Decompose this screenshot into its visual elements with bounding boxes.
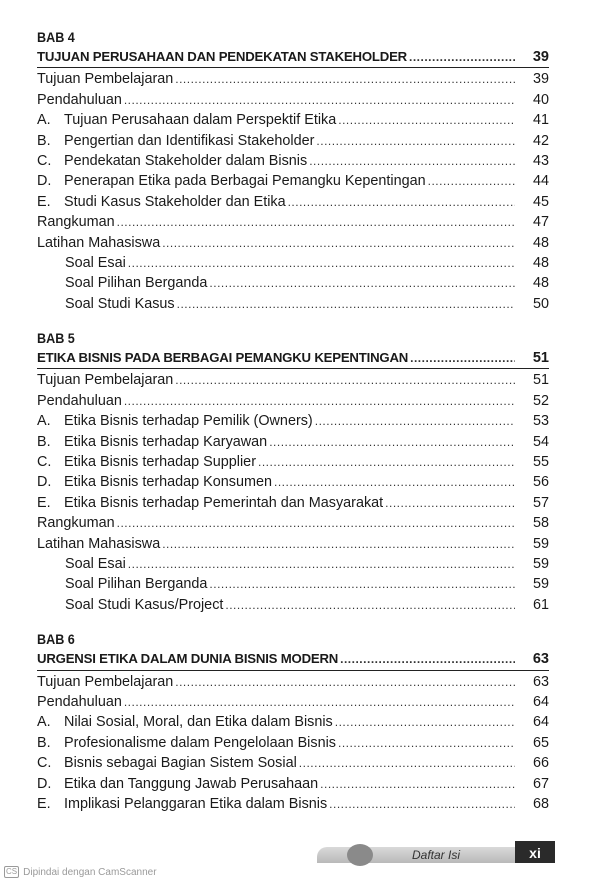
entry-letter: E. xyxy=(37,795,51,812)
chapter-title-row xyxy=(37,348,549,369)
entry-title: Latihan Mahasiswa xyxy=(37,535,161,552)
dot-leader xyxy=(340,649,515,669)
entry-page-number: 57 xyxy=(532,494,549,511)
entry-page-number: 54 xyxy=(532,433,549,450)
entry-title: Soal Esai xyxy=(65,254,126,271)
table-of-contents xyxy=(37,27,549,828)
entry-letter: A. xyxy=(37,714,51,731)
entry-title: Tujuan Pembelajaran xyxy=(37,372,174,389)
toc-entry xyxy=(37,672,549,692)
entry-page-number: 59 xyxy=(532,555,549,572)
toc-entry xyxy=(37,493,549,513)
entry-page-number: 40 xyxy=(532,91,549,108)
dot-leader xyxy=(410,348,515,368)
entry-page-number: 44 xyxy=(532,173,549,190)
entry-page-number: 41 xyxy=(532,112,549,129)
dot-leader xyxy=(117,513,515,533)
dot-leader xyxy=(335,712,515,732)
page-footer xyxy=(317,841,555,863)
toc-entry xyxy=(37,712,549,732)
entry-title: Etika Bisnis terhadap Pemilik (Owners) xyxy=(64,413,313,430)
dot-leader xyxy=(338,733,515,753)
entry-title: Soal Pilihan Berganda xyxy=(65,576,208,593)
dot-leader xyxy=(428,171,515,191)
toc-entry xyxy=(37,171,549,191)
dot-leader xyxy=(177,294,515,314)
dot-leader xyxy=(309,151,515,171)
entry-letter: C. xyxy=(37,454,52,471)
entry-title: Pendahuluan xyxy=(37,392,122,409)
chapter-title: TUJUAN PERUSAHAAN DAN PENDEKATAN STAKEHOLDER xyxy=(37,49,407,64)
toc-entry xyxy=(37,192,549,212)
footer-section-label: Daftar Isi xyxy=(412,848,461,862)
entry-letter: B. xyxy=(37,734,51,751)
toc-entry xyxy=(37,212,549,232)
entry-title: Pengertian dan Identifikasi Stakeholder xyxy=(64,132,315,149)
entry-title: Tujuan Perusahaan dalam Perspektif Etika xyxy=(64,112,337,129)
dot-leader xyxy=(385,493,515,513)
entry-page-number: 42 xyxy=(532,132,549,149)
dot-leader xyxy=(269,432,515,452)
toc-entry xyxy=(37,452,549,472)
entry-page-number: 51 xyxy=(532,372,549,389)
dot-leader xyxy=(209,273,515,293)
entry-letter: C. xyxy=(37,152,52,169)
chapter-entries xyxy=(37,672,549,815)
chapter-title-row xyxy=(37,47,549,68)
dot-leader xyxy=(225,595,515,615)
dot-leader xyxy=(175,69,515,89)
entry-page-number: 58 xyxy=(532,515,549,532)
entry-letter: D. xyxy=(37,775,52,792)
dot-leader xyxy=(274,472,515,492)
entry-title: Pendahuluan xyxy=(37,91,122,108)
entry-page-number: 47 xyxy=(532,214,549,231)
chapter-page-number: 51 xyxy=(532,350,549,367)
entry-page-number: 59 xyxy=(532,576,549,593)
entry-title: Etika Bisnis terhadap Pemerintah dan Masyarakat xyxy=(64,494,384,511)
entry-title: Rangkuman xyxy=(37,515,115,532)
entry-page-number: 45 xyxy=(532,193,549,210)
dot-leader xyxy=(299,753,515,773)
chapter-page-number: 39 xyxy=(532,49,549,65)
dot-leader xyxy=(124,391,515,411)
entry-page-number: 61 xyxy=(532,596,549,613)
entry-title: Etika Bisnis terhadap Supplier xyxy=(64,454,256,471)
dot-leader xyxy=(338,110,515,130)
entry-title: Profesionalisme dalam Pengelolaan Bisnis xyxy=(64,734,336,751)
chapter-label: BAB 4 xyxy=(37,29,75,45)
dot-leader xyxy=(258,452,515,472)
toc-entry xyxy=(37,513,549,533)
toc-entry xyxy=(37,90,549,110)
chapter-label: BAB 6 xyxy=(37,631,75,648)
entry-title: Tujuan Pembelajaran xyxy=(37,71,174,88)
entry-letter: A. xyxy=(37,413,51,430)
entry-page-number: 68 xyxy=(532,795,549,812)
toc-entry xyxy=(37,472,549,492)
toc-entry xyxy=(37,294,549,314)
toc-entry xyxy=(37,233,549,253)
entry-title: Rangkuman xyxy=(37,214,115,231)
dot-leader xyxy=(329,794,515,814)
entry-page-number: 59 xyxy=(532,535,549,552)
entry-title: Tujuan Pembelajaran xyxy=(37,673,174,690)
entry-page-number: 65 xyxy=(532,734,549,751)
entry-title: Soal Esai xyxy=(65,555,126,572)
entry-page-number: 50 xyxy=(532,295,549,312)
toc-entry xyxy=(37,411,549,431)
chapter-bab-5 xyxy=(37,328,549,615)
chapter-title: URGENSI ETIKA DALAM DUNIA BISNIS MODERN xyxy=(37,651,339,667)
toc-entry xyxy=(37,534,549,554)
entry-title: Soal Studi Kasus xyxy=(65,295,175,312)
entry-letter: D. xyxy=(37,474,52,491)
entry-title: Etika Bisnis terhadap Konsumen xyxy=(64,474,272,491)
dot-leader xyxy=(209,574,515,594)
chapter-bab-4 xyxy=(37,27,549,314)
entry-title: Bisnis sebagai Bagian Sistem Sosial xyxy=(64,755,297,772)
entry-page-number: 63 xyxy=(532,673,549,690)
dot-leader xyxy=(320,774,515,794)
entry-page-number: 39 xyxy=(532,71,549,88)
dot-leader xyxy=(175,370,515,390)
toc-entry xyxy=(37,110,549,130)
entry-title: Studi Kasus Stakeholder dan Etika xyxy=(64,193,286,210)
entry-page-number: 56 xyxy=(532,474,549,491)
entry-title: Latihan Mahasiswa xyxy=(37,234,161,251)
dot-leader xyxy=(409,47,515,67)
dot-leader xyxy=(124,90,515,110)
entry-page-number: 48 xyxy=(532,254,549,271)
toc-entry xyxy=(37,692,549,712)
entry-letter: E. xyxy=(37,494,51,511)
entry-page-number: 64 xyxy=(532,714,549,731)
chapter-label: BAB 5 xyxy=(37,330,75,347)
entry-page-number: 64 xyxy=(532,693,549,710)
scanner-watermark xyxy=(4,866,157,878)
entry-title: Penerapan Etika pada Berbagai Pemangku Kepentingan xyxy=(64,173,426,190)
chapter-bab-6 xyxy=(37,629,549,814)
camscanner-logo-icon: CS xyxy=(6,867,18,876)
toc-entry xyxy=(37,370,549,390)
toc-entry xyxy=(37,574,549,594)
entry-title: Etika Bisnis terhadap Karyawan xyxy=(64,433,268,450)
entry-page-number: 55 xyxy=(532,454,549,471)
chapter-entries xyxy=(37,69,549,314)
toc-entry xyxy=(37,391,549,411)
entry-letter: B. xyxy=(37,132,51,149)
toc-entry xyxy=(37,733,549,753)
toc-entry xyxy=(37,595,549,615)
dot-leader xyxy=(316,131,515,151)
dot-leader xyxy=(175,672,515,692)
toc-entry xyxy=(37,273,549,293)
entry-letter: B. xyxy=(37,433,51,450)
chapter-entries xyxy=(37,370,549,615)
entry-letter: E. xyxy=(37,193,51,210)
dot-leader xyxy=(162,534,515,554)
entry-title: Etika dan Tanggung Jawab Perusahaan xyxy=(64,775,319,792)
dot-leader xyxy=(162,233,515,253)
dot-leader xyxy=(315,411,515,431)
entry-page-number: 48 xyxy=(532,234,549,251)
dot-leader xyxy=(128,554,515,574)
entry-title: Nilai Sosial, Moral, dan Etika dalam Bisnis xyxy=(64,714,333,731)
chapter-title-row xyxy=(37,649,549,670)
footer-page-number: xi xyxy=(515,841,555,863)
dot-leader xyxy=(124,692,515,712)
toc-entry xyxy=(37,794,549,814)
chapter-title: ETIKA BISNIS PADA BERBAGAI PEMANGKU KEPENTINGAN xyxy=(37,350,409,366)
toc-entry xyxy=(37,69,549,89)
entry-title: Soal Pilihan Berganda xyxy=(65,275,208,292)
entry-letter: A. xyxy=(37,112,51,129)
entry-title: Pendekatan Stakeholder dalam Bisnis xyxy=(64,152,308,169)
dot-leader xyxy=(288,192,515,212)
dot-leader xyxy=(117,212,515,232)
entry-page-number: 67 xyxy=(532,775,549,792)
toc-entry xyxy=(37,554,549,574)
toc-entry xyxy=(37,131,549,151)
entry-page-number: 43 xyxy=(532,152,549,169)
entry-page-number: 48 xyxy=(532,275,549,292)
watermark-text: Dipindai dengan CamScanner xyxy=(23,866,157,878)
toc-entry xyxy=(37,151,549,171)
toc-entry xyxy=(37,774,549,794)
entry-title: Implikasi Pelanggaran Etika dalam Bisnis xyxy=(64,795,328,812)
toc-entry xyxy=(37,753,549,773)
dot-leader xyxy=(128,253,515,273)
entry-page-number: 52 xyxy=(532,392,549,409)
entry-page-number: 53 xyxy=(532,413,549,430)
toc-entry xyxy=(37,432,549,452)
chapter-page-number: 63 xyxy=(532,651,549,668)
entry-letter: D. xyxy=(37,173,52,190)
footer-circle-decoration xyxy=(347,844,373,866)
toc-entry xyxy=(37,253,549,273)
entry-page-number: 66 xyxy=(532,755,549,772)
entry-title: Pendahuluan xyxy=(37,693,122,710)
entry-letter: C. xyxy=(37,755,52,772)
entry-title: Soal Studi Kasus/Project xyxy=(65,596,224,613)
